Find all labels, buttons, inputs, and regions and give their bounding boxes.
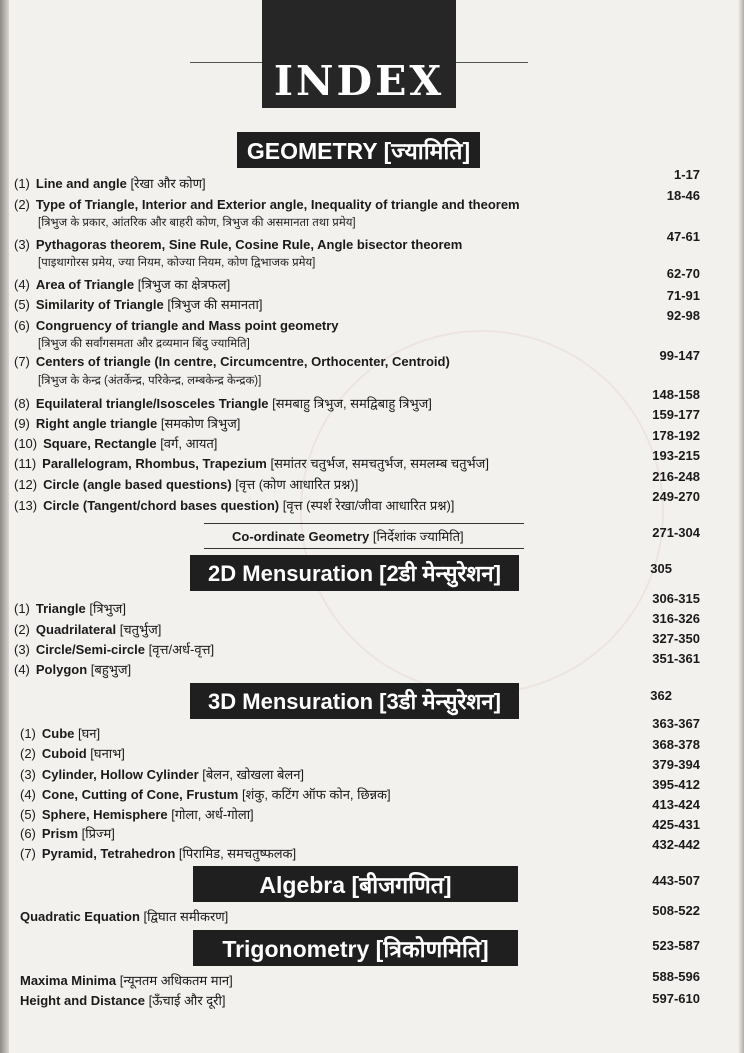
index-entry[interactable]: (6) Prism [प्रिज्म] (20, 826, 115, 841)
page-range: 395-412 (652, 777, 700, 792)
page-range: 588-596 (652, 969, 700, 984)
page-range: 18-46 (666, 188, 700, 203)
index-entry[interactable]: (3) Cylinder, Hollow Cylinder [बेलन, खोखला बेलन] (20, 767, 305, 782)
index-entry[interactable]: (3) Circle/Semi-circle [वृत्त/अर्ध-वृत्त] (14, 642, 215, 657)
index-entry[interactable]: (1) Line and angle [रेखा और कोण] (14, 176, 206, 191)
page-range: 597-610 (652, 991, 700, 1006)
index-entry[interactable]: Maxima Minima [न्यूनतम अधिकतम मान] (20, 973, 233, 988)
index-entry[interactable]: (4) Cone, Cutting of Cone, Frustum [शंकु, कटिंग ऑफ कोन, छिन्नक] (20, 787, 391, 802)
mensuration-2d-banner: 2D Mensuration [2डी मेन्सुरेशन] (190, 555, 519, 591)
page-range: 193-215 (652, 448, 700, 463)
index-entry[interactable]: (4) Polygon [बहुभुज] (14, 662, 132, 677)
page-range: 99-147 (659, 348, 700, 363)
index-entry[interactable]: (7) Pyramid, Tetrahedron [पिरामिड, समचतुष्फलक] (20, 846, 297, 861)
index-entry[interactable]: (12) Circle (angle based questions) [वृत्त (कोण आधारित प्रश्न)] (14, 477, 359, 492)
index-entry[interactable]: (2) Type of Triangle, Interior and Exterior angle, Inequality of triangle and theorem (14, 197, 520, 212)
page-range: 368-378 (652, 737, 700, 752)
algebra-banner: Algebra [बीजगणित] (193, 866, 518, 902)
index-entry[interactable]: (13) Circle (Tangent/chord bases question) [वृत्त (स्पर्श रेखा/जीवा आधारित प्रश्न)] (14, 498, 455, 513)
page-range: 413-424 (652, 797, 700, 812)
index-entry[interactable]: (7) Centers of triangle (In centre, Circumcentre, Orthocenter, Centroid) (14, 354, 450, 369)
index-rule-right (456, 62, 528, 63)
page-range: 92-98 (666, 308, 700, 323)
page-range: 71-91 (666, 288, 700, 303)
page-range: 62-70 (666, 266, 700, 281)
page-range: 1-17 (673, 167, 700, 182)
index-entry-hindi: [त्रिभुज के केन्द्र (अंतर्केन्द्र, परिकेन्द्र, लम्बकेन्द्र केन्द्रक)] (38, 375, 262, 387)
page-range: 47-61 (666, 229, 700, 244)
page-binding-edge (0, 0, 9, 1053)
page-range: 159-177 (652, 407, 700, 422)
divider (204, 548, 524, 549)
index-entry[interactable]: (6) Congruency of triangle and Mass point geometry (14, 318, 339, 333)
page-range: 432-442 (652, 837, 700, 852)
page-range: 425-431 (652, 817, 700, 832)
index-entry[interactable]: (10) Square, Rectangle [वर्ग, आयत] (14, 436, 218, 451)
index-rule-left (190, 62, 262, 63)
page-range: 305 (650, 561, 672, 576)
index-entry[interactable]: (4) Area of Triangle [त्रिभुज का क्षेत्रफल] (14, 277, 231, 292)
index-entry[interactable]: (2) Cuboid [घनाभ] (20, 746, 125, 761)
divider (204, 523, 524, 524)
index-entry[interactable]: (11) Parallelogram, Rhombus, Trapezium [समांतर चतुर्भज, समचतुर्भज, समलम्ब चतुर्भज] (14, 456, 489, 471)
index-entry[interactable]: (1) Cube [घन] (20, 726, 101, 741)
index-entry[interactable]: (5) Similarity of Triangle [त्रिभुज की समानता] (14, 297, 263, 312)
page-range: 351-361 (652, 651, 700, 666)
trigonometry-banner: Trigonometry [त्रिकोणमिति] (193, 930, 518, 966)
page-right-edge (738, 0, 744, 1053)
mensuration-3d-banner: 3D Mensuration [3डी मेन्सुरेशन] (190, 683, 519, 719)
index-entry[interactable]: (1) Triangle [त्रिभुज] (14, 601, 126, 616)
page-range: 363-367 (652, 716, 700, 731)
page-range: 178-192 (652, 428, 700, 443)
index-entry-hindi: [त्रिभुज के प्रकार, आंतरिक और बाहरी कोण, त्रिभुज की असमानता तथा प्रमेय] (38, 217, 356, 229)
index-entry[interactable]: (8) Equilateral triangle/Isosceles Triangle [समबाहु त्रिभुज, समद्विबाहु त्रिभुज] (14, 396, 432, 411)
index-entry[interactable]: (3) Pythagoras theorem, Sine Rule, Cosine Rule, Angle bisector theorem (14, 237, 463, 252)
index-entry[interactable]: (9) Right angle triangle [समकोण त्रिभुज] (14, 416, 241, 431)
index-entry[interactable]: (5) Sphere, Hemisphere [गोला, अर्ध-गोला] (20, 807, 254, 822)
page-range: 271-304 (652, 525, 700, 540)
index-entry[interactable]: (2) Quadrilateral [चतुर्भुज] (14, 622, 162, 637)
page-range: 508-522 (652, 903, 700, 918)
page-range: 443-507 (652, 873, 700, 888)
page-range: 148-158 (652, 387, 700, 402)
index-entry[interactable]: Quadratic Equation [द्विघात समीकरण] (20, 909, 229, 924)
index-entry-hindi: [पाइथागोरस प्रमेय, ज्या नियम, कोज्या नियम, कोण द्विभाजक प्रमेय] (38, 257, 316, 269)
page-range: 249-270 (652, 489, 700, 504)
page-range: 362 (650, 688, 672, 703)
index-title-box (262, 0, 456, 108)
geometry-banner: GEOMETRY [ज्यामिति] (237, 132, 480, 168)
page-range: 523-587 (652, 938, 700, 953)
page-title: INDEX (273, 57, 445, 105)
index-entry-coordinate[interactable]: Co-ordinate Geometry [निर्देशांक ज्यामिति] (232, 529, 464, 544)
page-range: 306-315 (652, 591, 700, 606)
page-range: 379-394 (652, 757, 700, 772)
page-range: 316-326 (652, 611, 700, 626)
index-entry-hindi: [त्रिभुज की सर्वांगसमता और द्रव्यमान बिंदु ज्यामिति] (38, 338, 250, 350)
index-entry[interactable]: Height and Distance [ऊँचाई और दूरी] (20, 993, 226, 1008)
page-range: 216-248 (652, 469, 700, 484)
page-range: 327-350 (652, 631, 700, 646)
